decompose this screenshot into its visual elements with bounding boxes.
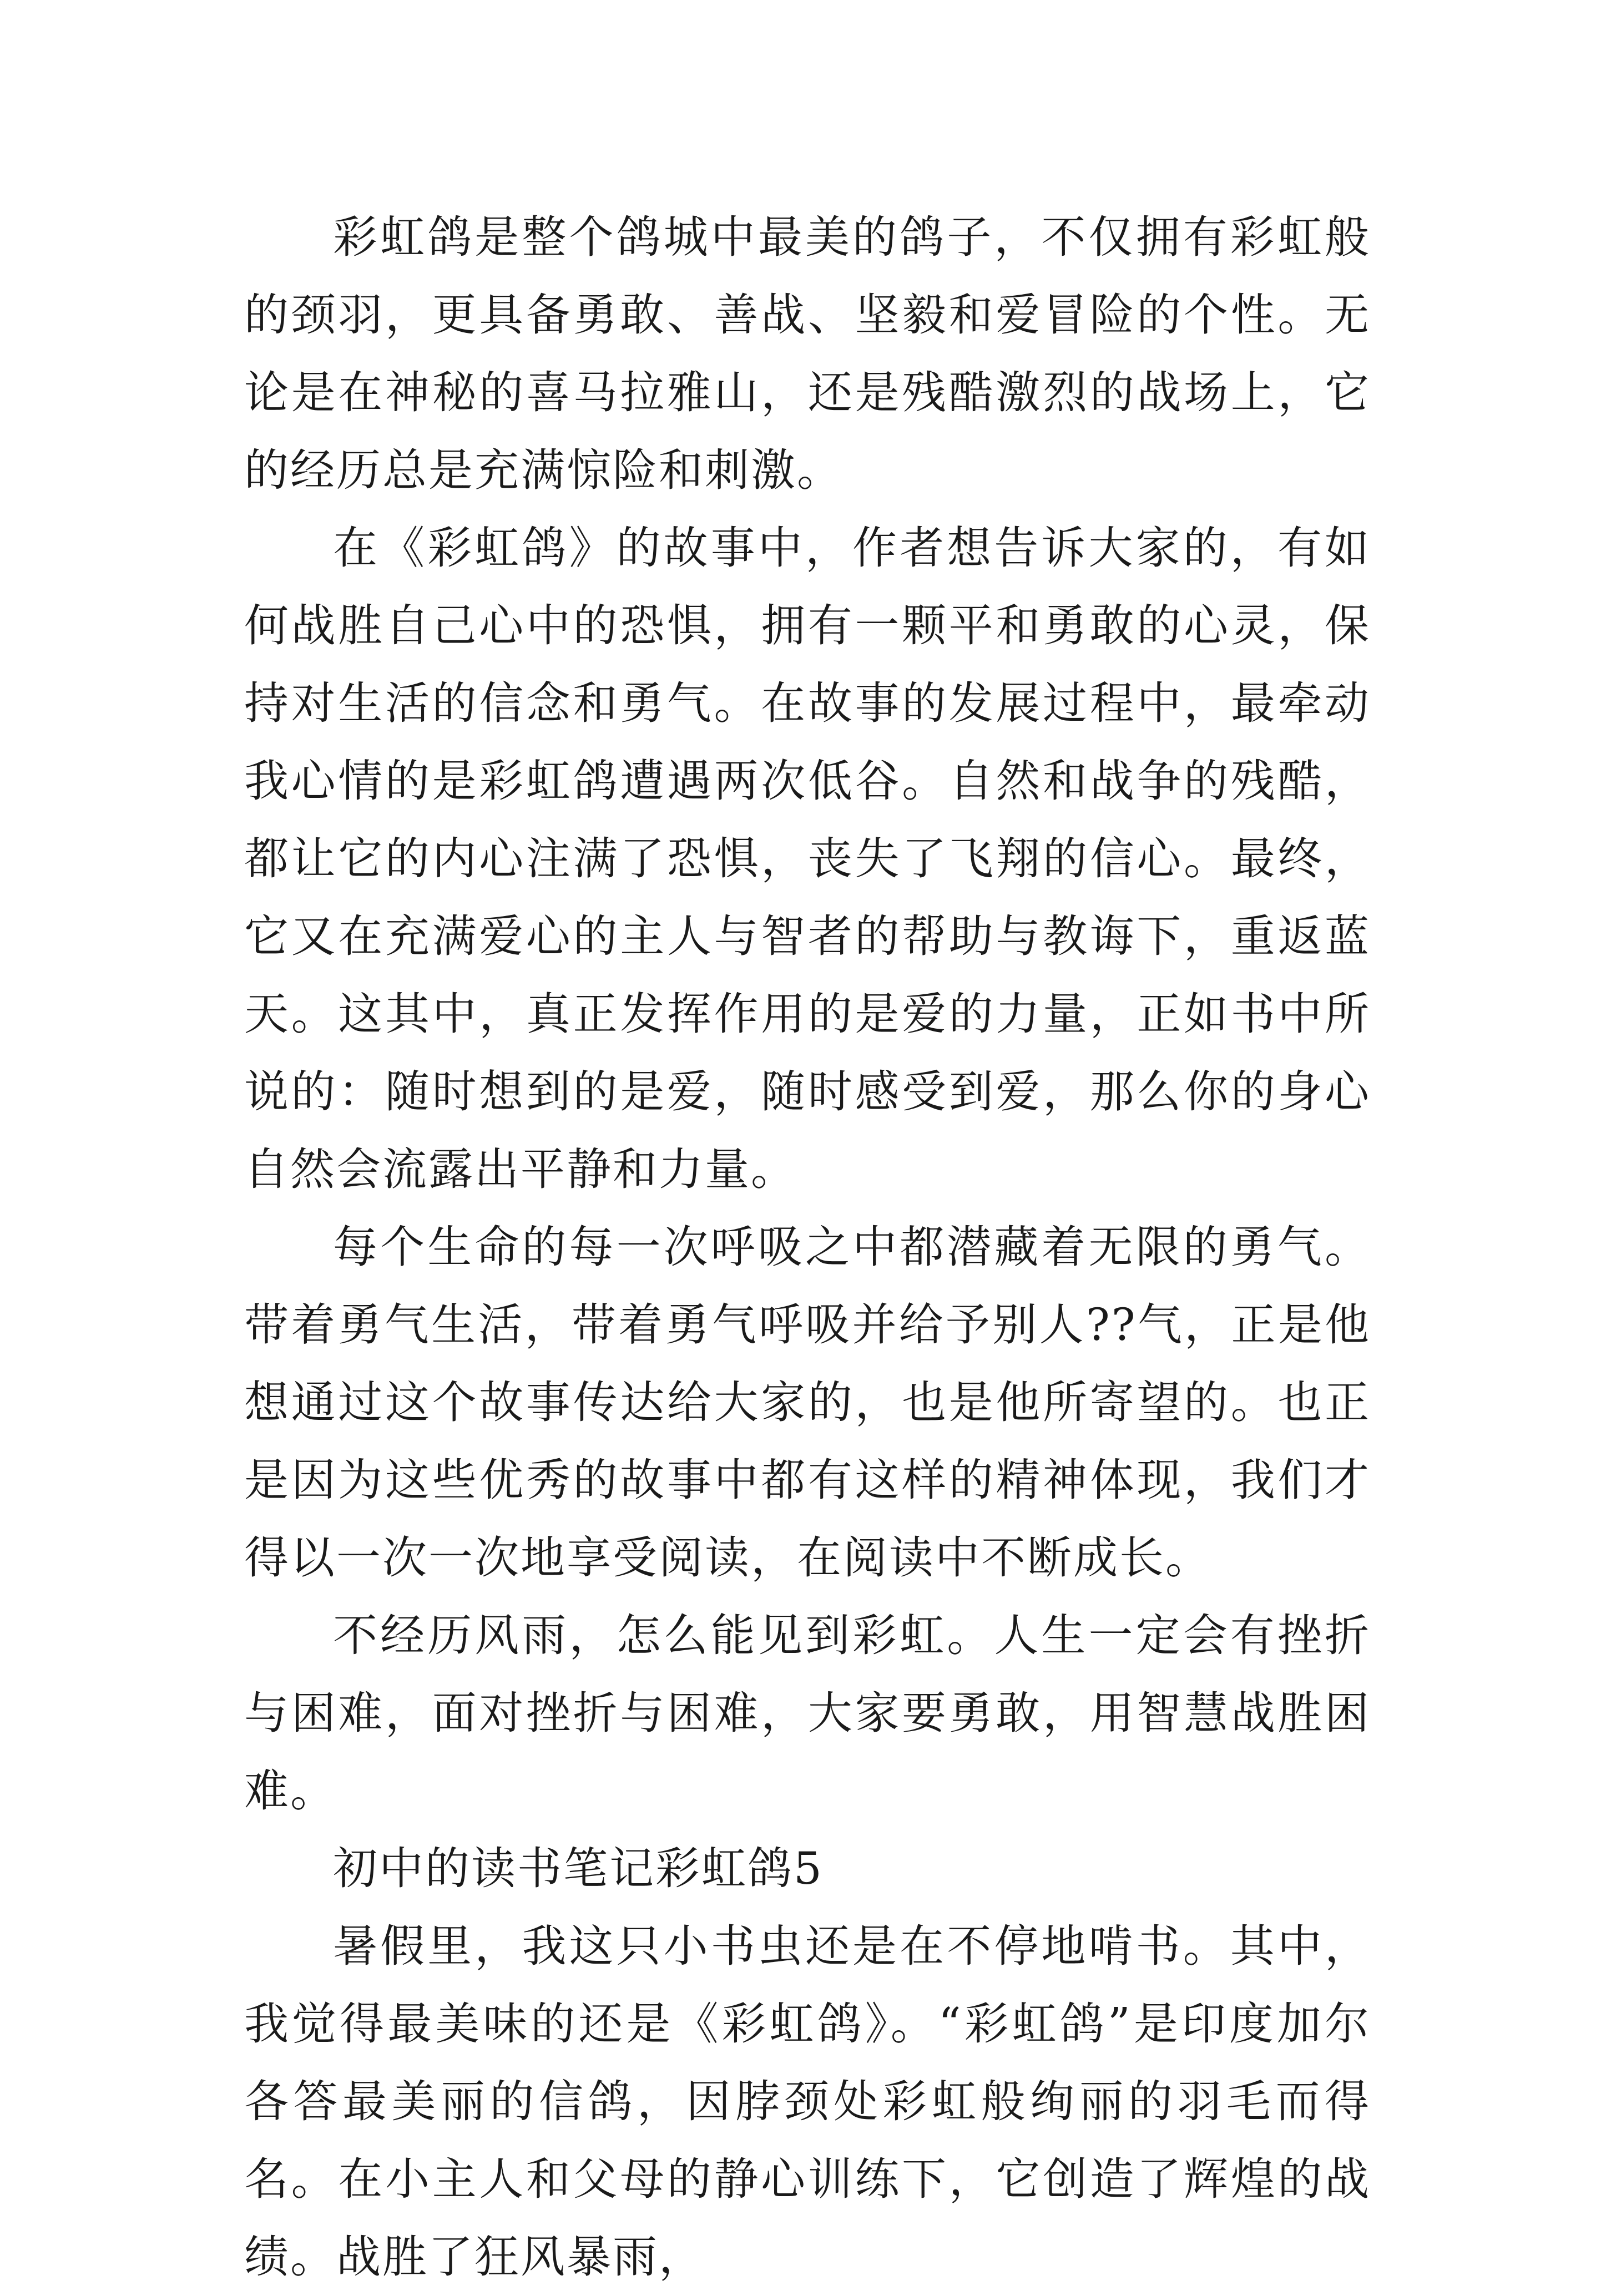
paragraph-5: 暑假里，我这只小书虫还是在不停地啃书。其中，我觉得最美味的还是《彩虹鸽》。“彩虹鸽”是印度加尔各答最美丽的信鸽，因脖颈处彩虹般绚丽的羽毛而得名。在小主人和父母的静心训练下，它创造了辉煌的战绩。战胜了狂风暴雨， bbox=[244, 1920, 1371, 2283]
paragraph-1: 彩虹鸽是整个鸽城中最美的鸽子，不仅拥有彩虹般的颈羽，更具备勇敢、善战、坚毅和爱冒险的个性。无论是在神秘的喜马拉雅山，还是残酷激烈的战场上，它的经历总是充满惊险和刺激。 bbox=[244, 211, 1371, 496]
paragraph-3: 每个生命的每一次呼吸之中都潜藏着无限的勇气。带着勇气生活，带着勇气呼吸并给予别人??气，正是他想通过这个故事传达给大家的，也是他所寄望的。也正是因为这些优秀的故事中都有这样的精神体现，我们才得以一次一次地享受阅读，在阅读中不断成长。 bbox=[244, 1221, 1371, 1584]
paragraph-4: 不经历风雨，怎么能见到彩虹。人生一定会有挫折与困难，面对挫折与困难，大家要勇敢，用智慧战胜困难。 bbox=[244, 1610, 1371, 1817]
document-body bbox=[244, 199, 1371, 2296]
section-heading: 初中的读书笔记彩虹鸽5 bbox=[333, 1843, 824, 1894]
paragraph-2: 在《彩虹鸽》的故事中，作者想告诉大家的，有如何战胜自己心中的恐惧，拥有一颗平和勇敢的心灵，保持对生活的信念和勇气。在故事的发展过程中，最牵动我心情的是彩虹鸽遭遇两次低谷。自然和战争的残酷，都让它的内心注满了恐惧，丧失了飞翔的信心。最终，它又在充满爱心的主人与智者的帮助与教诲下，重返蓝天。这其中，真正发挥作用的是爱的力量，正如书中所说的：随时想到的是爱，随时感受到爱，那么你的身心自然会流露出平静和力量。 bbox=[244, 522, 1371, 1195]
